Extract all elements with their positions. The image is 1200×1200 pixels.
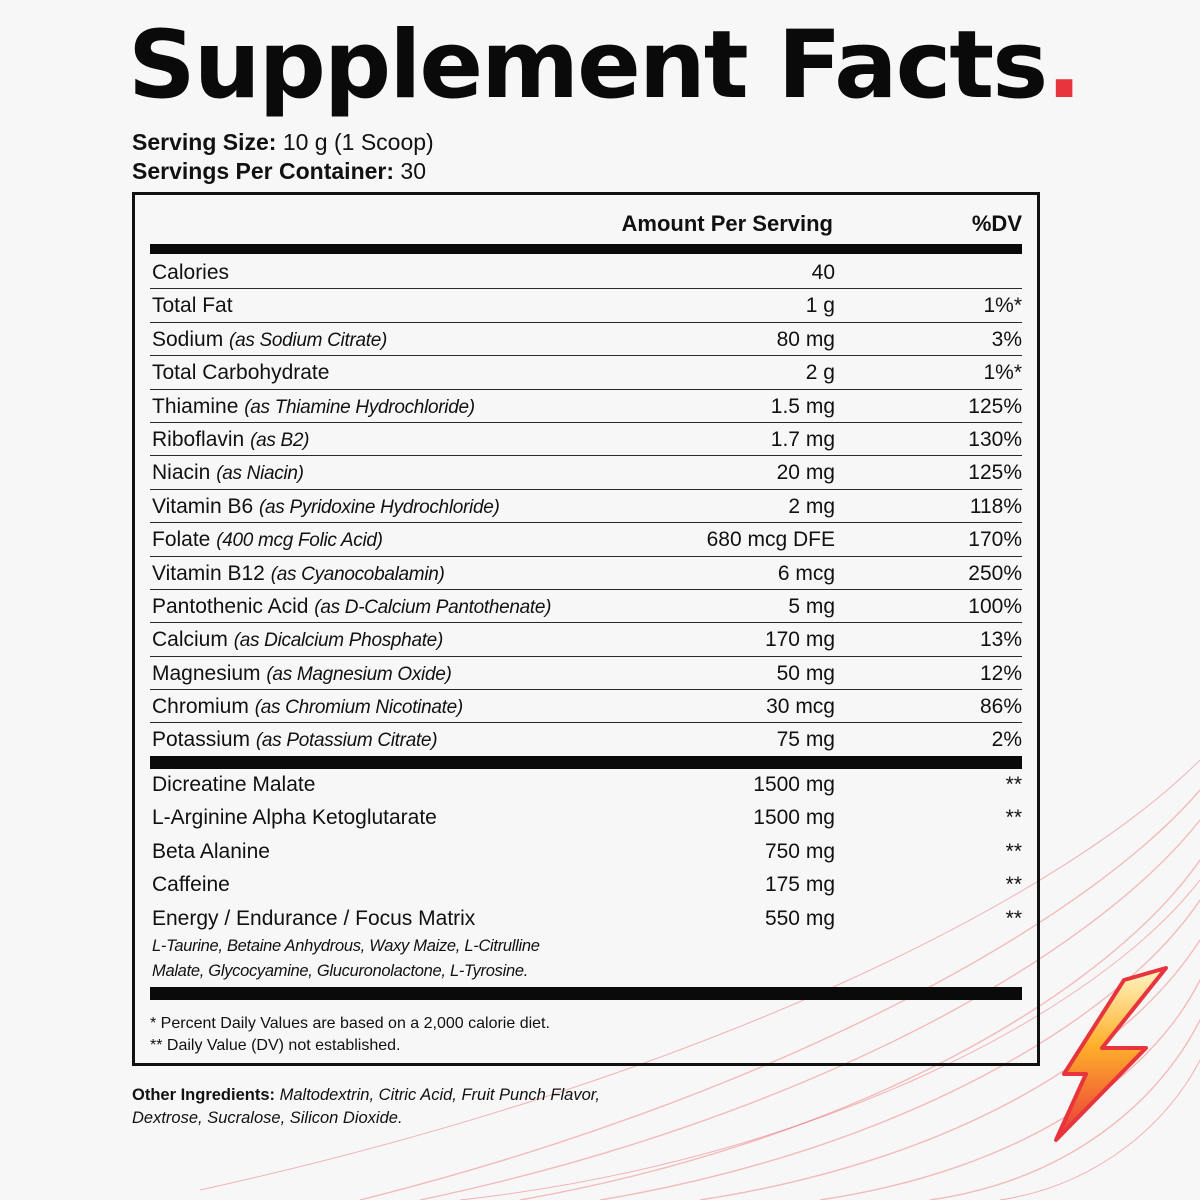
nutrient-source: (as Potassium Citrate) bbox=[255, 730, 438, 752]
nutrient-name-cell bbox=[152, 495, 500, 519]
blend-dv: ** bbox=[1005, 806, 1022, 830]
page-title: Supplement Facts. bbox=[128, 11, 1080, 120]
serving-size bbox=[132, 128, 434, 157]
nutrient-name: Sodium bbox=[152, 327, 224, 351]
nutrient-source: (as Niacin) bbox=[216, 463, 304, 485]
other-ingredients-label: Other Ingredients: bbox=[132, 1086, 276, 1104]
servings-per-container bbox=[132, 157, 434, 186]
nutrient-dv: 250% bbox=[968, 561, 1022, 585]
facts-panel bbox=[132, 192, 1040, 1066]
nutrient-name-cell bbox=[152, 562, 445, 586]
nutrient-name: Niacin bbox=[152, 461, 211, 485]
other-ingredients bbox=[132, 1084, 602, 1130]
nutrient-row bbox=[150, 256, 1022, 289]
blend-list bbox=[150, 770, 1022, 980]
nutrient-name-cell bbox=[152, 728, 437, 752]
nutrient-row bbox=[150, 557, 1022, 590]
nutrient-row bbox=[150, 490, 1022, 523]
nutrient-name: Calories bbox=[152, 261, 230, 284]
nutrient-amount: 6 mcg bbox=[777, 561, 835, 585]
nutrient-source: (as Sodium Citrate) bbox=[229, 329, 388, 351]
nutrient-row bbox=[150, 723, 1022, 756]
servings-per-container-label: Servings Per Container: bbox=[132, 158, 395, 184]
nutrient-source: (as Cyanocobalamin) bbox=[270, 563, 445, 585]
nutrient-row bbox=[150, 657, 1022, 690]
blend-row bbox=[150, 770, 1022, 803]
nutrient-dv: 125% bbox=[968, 461, 1022, 485]
nutrient-source: (as Pyridoxine Hydrochloride) bbox=[259, 496, 500, 518]
nutrient-dv: 2% bbox=[991, 728, 1022, 752]
nutrient-source: (as Thiamine Hydrochloride) bbox=[244, 396, 475, 418]
nutrient-name: Thiamine bbox=[152, 394, 239, 418]
blend-name: Dicreatine Malate bbox=[152, 773, 316, 796]
footnotes bbox=[150, 1013, 550, 1057]
nutrient-name: Pantothenic Acid bbox=[152, 594, 309, 618]
nutrient-name-cell bbox=[152, 695, 463, 719]
blend-amount: 175 mg bbox=[764, 873, 835, 897]
nutrient-source: (as D-Calcium Pantothenate) bbox=[314, 596, 552, 618]
blend-name: Beta Alanine bbox=[152, 839, 270, 863]
footnote-dv: * Percent Daily Values are based on a 2,000 calorie diet. bbox=[150, 1015, 550, 1032]
nutrient-dv: 3% bbox=[991, 327, 1022, 351]
nutrient-row bbox=[150, 323, 1022, 356]
rule-top bbox=[150, 244, 1022, 254]
header-dv: %DV bbox=[971, 211, 1022, 236]
nutrient-source: (as B2) bbox=[250, 429, 310, 451]
nutrient-dv: 12% bbox=[979, 661, 1022, 685]
blend-dv: ** bbox=[1005, 839, 1022, 863]
nutrient-amount: 1.5 mg bbox=[770, 394, 835, 418]
nutrient-name-cell bbox=[152, 595, 551, 619]
rule-middle bbox=[150, 756, 1022, 769]
nutrient-name-cell bbox=[152, 328, 387, 352]
nutrient-amount: 30 mcg bbox=[766, 695, 835, 719]
nutrient-dv: 170% bbox=[968, 528, 1022, 552]
nutrient-name: Potassium bbox=[152, 728, 251, 752]
nutrient-name: Vitamin B6 bbox=[152, 494, 254, 518]
nutrient-row bbox=[150, 623, 1022, 656]
serving-info bbox=[132, 128, 434, 186]
nutrient-dv: 125% bbox=[968, 394, 1022, 418]
nutrient-source: (as Dicalcium Phosphate) bbox=[233, 630, 443, 652]
matrix-ingredients: L-Taurine, Betaine Anhydrous, Waxy Maize, L-Citrulline Malate, Glycocyamine, Glucuronolactone, L-Tyrosine. bbox=[152, 936, 540, 980]
nutrient-name: Total Fat bbox=[152, 294, 233, 318]
nutrient-dv: 130% bbox=[968, 427, 1022, 451]
blend-row bbox=[150, 870, 1022, 903]
nutrient-name: Magnesium bbox=[152, 661, 261, 685]
nutrient-row bbox=[150, 590, 1022, 623]
serving-size-label: Serving Size: bbox=[132, 129, 277, 155]
nutrient-dv: 118% bbox=[969, 494, 1022, 518]
nutrient-name-cell bbox=[152, 528, 383, 552]
nutrient-list bbox=[150, 256, 1022, 757]
footnote-not-established: ** Daily Value (DV) not established. bbox=[150, 1037, 401, 1054]
nutrient-name: Vitamin B12 bbox=[152, 561, 265, 585]
nutrient-name: Calcium bbox=[152, 628, 228, 652]
nutrient-name-cell bbox=[152, 628, 443, 652]
nutrient-name: Folate bbox=[152, 528, 211, 552]
nutrient-row bbox=[150, 523, 1022, 556]
nutrient-name-cell bbox=[152, 294, 233, 318]
nutrient-amount: 80 mg bbox=[776, 327, 835, 351]
blend-name: Caffeine bbox=[152, 873, 230, 897]
blend-amount: 1500 mg bbox=[753, 806, 835, 830]
blend-dv: ** bbox=[1005, 906, 1022, 930]
nutrient-dv: 13% bbox=[979, 628, 1022, 652]
rule-bottom bbox=[150, 987, 1022, 1000]
nutrient-row bbox=[150, 356, 1022, 389]
nutrient-name-cell bbox=[152, 428, 309, 452]
nutrient-source: (400 mcg Folic Acid) bbox=[216, 530, 383, 552]
servings-per-container-value: 30 bbox=[400, 158, 427, 184]
serving-size-value: 10 g (1 Scoop) bbox=[282, 129, 434, 155]
nutrient-amount: 680 mcg DFE bbox=[706, 528, 835, 552]
nutrient-row bbox=[150, 289, 1022, 322]
nutrient-dv: 86% bbox=[979, 695, 1022, 719]
nutrient-dv: 100% bbox=[968, 594, 1022, 618]
nutrient-amount: 50 mg bbox=[776, 661, 835, 685]
nutrient-amount: 5 mg bbox=[788, 594, 835, 618]
nutrient-amount: 2 mg bbox=[788, 494, 835, 518]
nutrient-row bbox=[150, 690, 1022, 723]
blend-row bbox=[150, 904, 1022, 980]
blend-amount: 750 mg bbox=[764, 839, 835, 863]
nutrient-amount: 40 bbox=[811, 261, 835, 284]
nutrient-amount: 2 g bbox=[805, 361, 835, 385]
nutrient-source: (as Magnesium Oxide) bbox=[266, 663, 452, 685]
blend-name: Energy / Endurance / Focus Matrix bbox=[152, 906, 476, 930]
nutrient-amount: 1.7 mg bbox=[770, 427, 835, 451]
nutrient-amount: 170 mg bbox=[764, 628, 835, 652]
nutrient-source: (as Chromium Nicotinate) bbox=[254, 697, 463, 719]
blend-row bbox=[150, 803, 1022, 836]
blend-amount: 1500 mg bbox=[753, 773, 835, 796]
nutrient-name: Chromium bbox=[152, 695, 249, 719]
lightning-bolt-icon bbox=[1056, 968, 1166, 1140]
nutrient-name-cell bbox=[152, 461, 304, 485]
nutrient-name-cell bbox=[152, 662, 452, 686]
nutrient-amount: 75 mg bbox=[776, 728, 835, 752]
header-amount: Amount Per Serving bbox=[621, 211, 833, 236]
blend-name: L-Arginine Alpha Ketoglutarate bbox=[152, 806, 437, 830]
nutrient-name: Total Carbohydrate bbox=[152, 361, 330, 385]
nutrient-row bbox=[150, 456, 1022, 489]
nutrient-dv: 1%* bbox=[983, 361, 1022, 385]
other-ingredients-value: Maltodextrin, Citric Acid, Fruit Punch Flavor, Dextrose, Sucralose, Silicon Dioxide. bbox=[132, 1086, 600, 1127]
nutrient-name-cell bbox=[152, 261, 229, 285]
blend-dv: ** bbox=[1005, 773, 1022, 796]
title-dot: . bbox=[1046, 11, 1080, 120]
blend-amount: 550 mg bbox=[764, 906, 835, 930]
blend-dv: ** bbox=[1005, 873, 1022, 897]
nutrient-name-cell bbox=[152, 395, 475, 419]
nutrient-row bbox=[150, 390, 1022, 423]
nutrient-amount: 1 g bbox=[805, 294, 835, 318]
blend-row bbox=[150, 837, 1022, 870]
nutrient-amount: 20 mg bbox=[776, 461, 835, 485]
nutrient-row bbox=[150, 423, 1022, 456]
nutrient-dv: 1%* bbox=[983, 294, 1022, 318]
nutrient-name-cell bbox=[152, 361, 329, 385]
nutrient-name: Riboflavin bbox=[152, 427, 245, 451]
